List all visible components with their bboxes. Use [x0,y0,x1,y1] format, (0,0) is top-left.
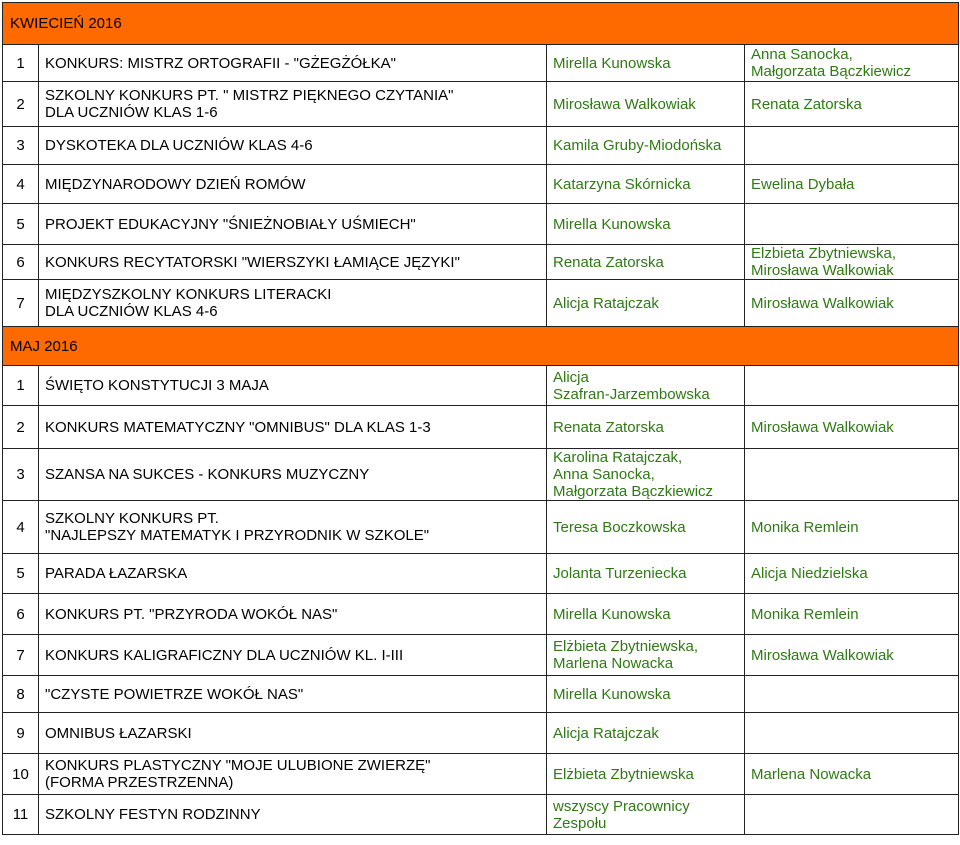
event-row [3,554,959,594]
row-number: 5 [3,204,39,245]
event-name [39,165,547,204]
support-staff-line: Elzbieta Zbytniewska, [751,245,897,262]
organizer-line: Szafran-Jarzembowska [553,385,710,403]
organizer-line: Karolina Ratajczak, [553,449,683,466]
organizer [547,165,745,204]
event-name-line: SZKOLNY FESTYN RODZINNY [45,806,261,823]
organizer-line: Zespołu [553,814,607,832]
row-number: 5 [3,554,39,594]
event-name [39,245,547,280]
organizer-line: Mirella Kunowska [553,54,671,72]
support-staff [745,165,959,204]
event-name-line: "NAJLEPSZY MATEMATYK I PRZYRODNIK W SZKOLE" [45,527,430,544]
organizer-line: Alicja [553,368,589,386]
row-number: 11 [3,795,39,835]
event-name [39,676,547,713]
support-staff [745,754,959,795]
event-name-line: ŚWIĘTO KONSTYTUCJI 3 MAJA [45,377,269,394]
row-number: 4 [3,165,39,204]
events-table [2,2,959,835]
event-name-line: KONKURS PLASTYCZNY "MOJE ULUBIONE ZWIERZĘ" [45,757,431,774]
row-number: 2 [3,82,39,127]
support-staff-line: Mirosława Walkowiak [751,418,894,436]
event-row [3,501,959,554]
organizer [547,406,745,449]
organizer [547,754,745,795]
organizer-line: Jolanta Turzeniecka [553,565,687,582]
row-number: 3 [3,449,39,501]
event-name [39,554,547,594]
event-name [39,45,547,82]
support-staff-line: Mirosława Walkowiak [751,294,894,312]
event-name [39,795,547,835]
organizer-line: Anna Sanocka, [553,466,655,483]
event-name-line: DLA UCZNIÓW KLAS 1-6 [45,104,218,121]
organizer [547,676,745,713]
row-number: 6 [3,245,39,280]
organizer [547,501,745,554]
support-staff-line: Renata Zatorska [751,95,862,113]
support-staff [745,127,959,165]
row-number: 4 [3,501,39,554]
event-name-line: DLA UCZNIÓW KLAS 4-6 [45,303,218,320]
event-name-line: (FORMA PRZESTRZENNA) [45,774,234,791]
row-number: 9 [3,713,39,754]
month-header-row [3,327,959,366]
organizer [547,449,745,501]
event-name [39,754,547,795]
support-staff [745,82,959,127]
organizer-line: Renata Zatorska [553,253,664,271]
organizer-line: Katarzyna Skórnicka [553,175,691,193]
event-name-line: PROJEKT EDUKACYJNY "ŚNIEŻNOBIAŁY UŚMIECH" [45,215,416,233]
organizer-line: Renata Zatorska [553,418,664,436]
row-number: 1 [3,45,39,82]
support-staff-line: Mirosława Walkowiak [751,646,894,664]
organizer [547,594,745,635]
support-staff-line: Ewelina Dybała [751,175,855,193]
event-row [3,82,959,127]
row-number: 7 [3,280,39,327]
organizer [547,245,745,280]
event-name-line: SZANSA NA SUKCES - KONKURS MUZYCZNY [45,466,370,483]
support-staff [745,45,959,82]
event-name-line: PARADA ŁAZARSKA [45,565,188,582]
month-header: MAJ 2016 [3,327,959,366]
support-staff [745,795,959,835]
support-staff [745,406,959,449]
event-row [3,594,959,635]
organizer [547,280,745,327]
event-row [3,366,959,406]
event-row [3,676,959,713]
organizer-line: Małgorzata Bączkiewicz [553,483,714,500]
event-name [39,127,547,165]
organizer-line: wszyscy Pracownicy [553,797,690,815]
row-number: 10 [3,754,39,795]
support-staff [745,594,959,635]
support-staff-line: Alicja Niedzielska [751,565,868,582]
event-name-line: KONKURS MATEMATYCZNY "OMNIBUS" DLA KLAS 1-3 [45,418,431,436]
organizer [547,204,745,245]
organizer [547,554,745,594]
event-name-line: KONKURS KALIGRAFICZNY DLA UCZNIÓW KL. I-III [45,646,404,664]
row-number: 2 [3,406,39,449]
organizer-line: Mirella Kunowska [553,215,671,233]
organizer-line: Elżbieta Zbytniewska, [553,638,699,655]
row-number: 1 [3,366,39,406]
support-staff [745,676,959,713]
organizer-line: Mirella Kunowska [553,605,671,623]
event-name [39,406,547,449]
organizer [547,45,745,82]
row-number: 6 [3,594,39,635]
support-staff [745,554,959,594]
event-row [3,204,959,245]
event-name-line: OMNIBUS ŁAZARSKI [45,724,192,742]
row-number: 8 [3,676,39,713]
event-row [3,635,959,676]
support-staff [745,501,959,554]
row-number: 3 [3,127,39,165]
event-name [39,204,547,245]
support-staff [745,635,959,676]
support-staff-line: Marlena Nowacka [751,765,872,783]
event-name [39,635,547,676]
event-row [3,449,959,501]
event-row [3,713,959,754]
support-staff [745,245,959,280]
event-name-line: "CZYSTE POWIETRZE WOKÓŁ NAS" [45,685,304,703]
event-name-line: KONKURS RECYTATORSKI "WIERSZYKI ŁAMIĄCE JĘZYKI" [45,253,460,271]
support-staff-line: Mirosława Walkowiak [751,262,894,279]
organizer-line: Elżbieta Zbytniewska [553,765,694,783]
event-row [3,165,959,204]
support-staff [745,204,959,245]
organizer-line: Mirella Kunowska [553,685,671,703]
support-staff [745,449,959,501]
event-name-line: MIĘDZYNARODOWY DZIEŃ ROMÓW [45,175,306,193]
event-row [3,245,959,280]
event-name [39,594,547,635]
event-row [3,127,959,165]
support-staff [745,366,959,406]
organizer [547,82,745,127]
support-staff [745,713,959,754]
organizer-line: Mirosława Walkowiak [553,95,696,113]
event-row [3,754,959,795]
organizer-line: Teresa Boczkowska [553,518,686,536]
support-staff-line: Monika Remlein [751,518,859,536]
event-row [3,406,959,449]
event-row [3,45,959,82]
event-name-line: KONKURS PT. "PRZYRODA WOKÓŁ NAS" [45,605,338,623]
support-staff-line: Monika Remlein [751,605,859,623]
event-row [3,280,959,327]
organizer-line: Alicja Ratajczak [553,294,659,312]
event-name [39,449,547,501]
row-number: 7 [3,635,39,676]
organizer-line: Alicja Ratajczak [553,724,659,742]
support-staff-line: Małgorzata Bączkiewicz [751,63,912,80]
event-name [39,82,547,127]
event-name-line: SZKOLNY KONKURS PT. " MISTRZ PIĘKNEGO CZYTANIA" [45,87,454,104]
organizer-line: Marlena Nowacka [553,655,674,672]
organizer [547,795,745,835]
event-name [39,366,547,406]
organizer [547,366,745,406]
month-header: KWIECIEŃ 2016 [3,3,959,45]
schedule-document [2,2,958,843]
organizer [547,713,745,754]
organizer-line: Kamila Gruby-Miodońska [553,137,722,154]
event-name-line: KONKURS: MISTRZ ORTOGRAFII - "GŻEGŻÓŁKA" [45,54,396,72]
support-staff [745,280,959,327]
event-name [39,501,547,554]
event-row [3,795,959,835]
support-staff-line: Anna Sanocka, [751,46,853,63]
event-name-line: SZKOLNY KONKURS PT. [45,510,219,527]
month-header-row [3,3,959,45]
event-name [39,713,547,754]
event-name [39,280,547,327]
organizer [547,635,745,676]
event-name-line: MIĘDZYSZKOLNY KONKURS LITERACKI [45,286,332,303]
organizer [547,127,745,165]
event-name-line: DYSKOTEKA DLA UCZNIÓW KLAS 4-6 [45,137,313,154]
